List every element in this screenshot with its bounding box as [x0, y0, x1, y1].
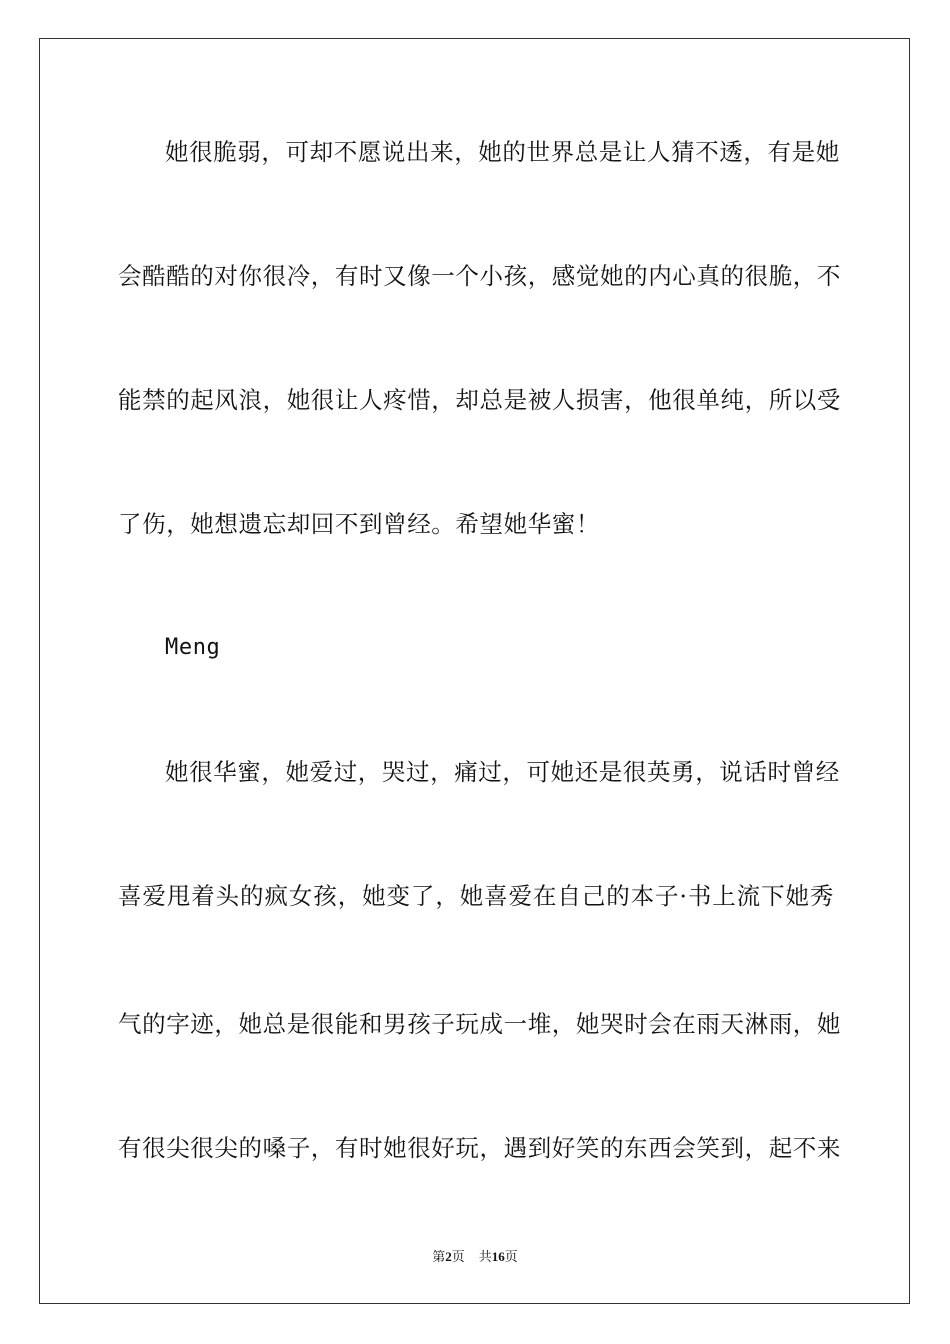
- text-line-1: 她很脆弱，可却不愿说出来，她的世界总是让人猜不透，有是她: [165, 138, 840, 166]
- footer-total-suffix: 页: [504, 1249, 518, 1264]
- footer-total-pages: 16: [491, 1249, 505, 1264]
- text-line-heading-meng: Meng: [165, 635, 221, 660]
- text-line-7: 喜爱甩着头的疯女孩，她变了，她喜爱在自己的本子·书上流下她秀: [118, 882, 835, 910]
- page-border: [39, 38, 910, 1304]
- text-line-9: 有很尖很尖的嗓子，有时她很好玩，遇到好笑的东西会笑到，起不来: [118, 1134, 841, 1162]
- text-line-3: 能禁的起风浪，她很让人疼惜，却总是被人损害，他很单纯，所以受: [118, 386, 841, 414]
- text-line-8: 气的字迹，她总是很能和男孩子玩成一堆，她哭时会在雨天淋雨，她: [118, 1010, 841, 1038]
- footer-page-number: 2: [445, 1249, 452, 1264]
- text-line-6: 她很华蜜，她爱过，哭过，痛过，可她还是很英勇，说话时曾经: [165, 758, 840, 786]
- page-footer: [0, 1248, 950, 1266]
- text-line-2: 会酷酷的对你很冷，有时又像一个小孩，感觉她的内心真的很脆，不: [118, 262, 841, 290]
- footer-page-prefix: 第: [432, 1249, 446, 1264]
- footer-page-suffix: 页: [451, 1249, 465, 1264]
- text-line-4: 了伤，她想遗忘却回不到曾经。希望她华蜜！: [118, 510, 600, 538]
- footer-total-prefix: 共: [478, 1249, 492, 1264]
